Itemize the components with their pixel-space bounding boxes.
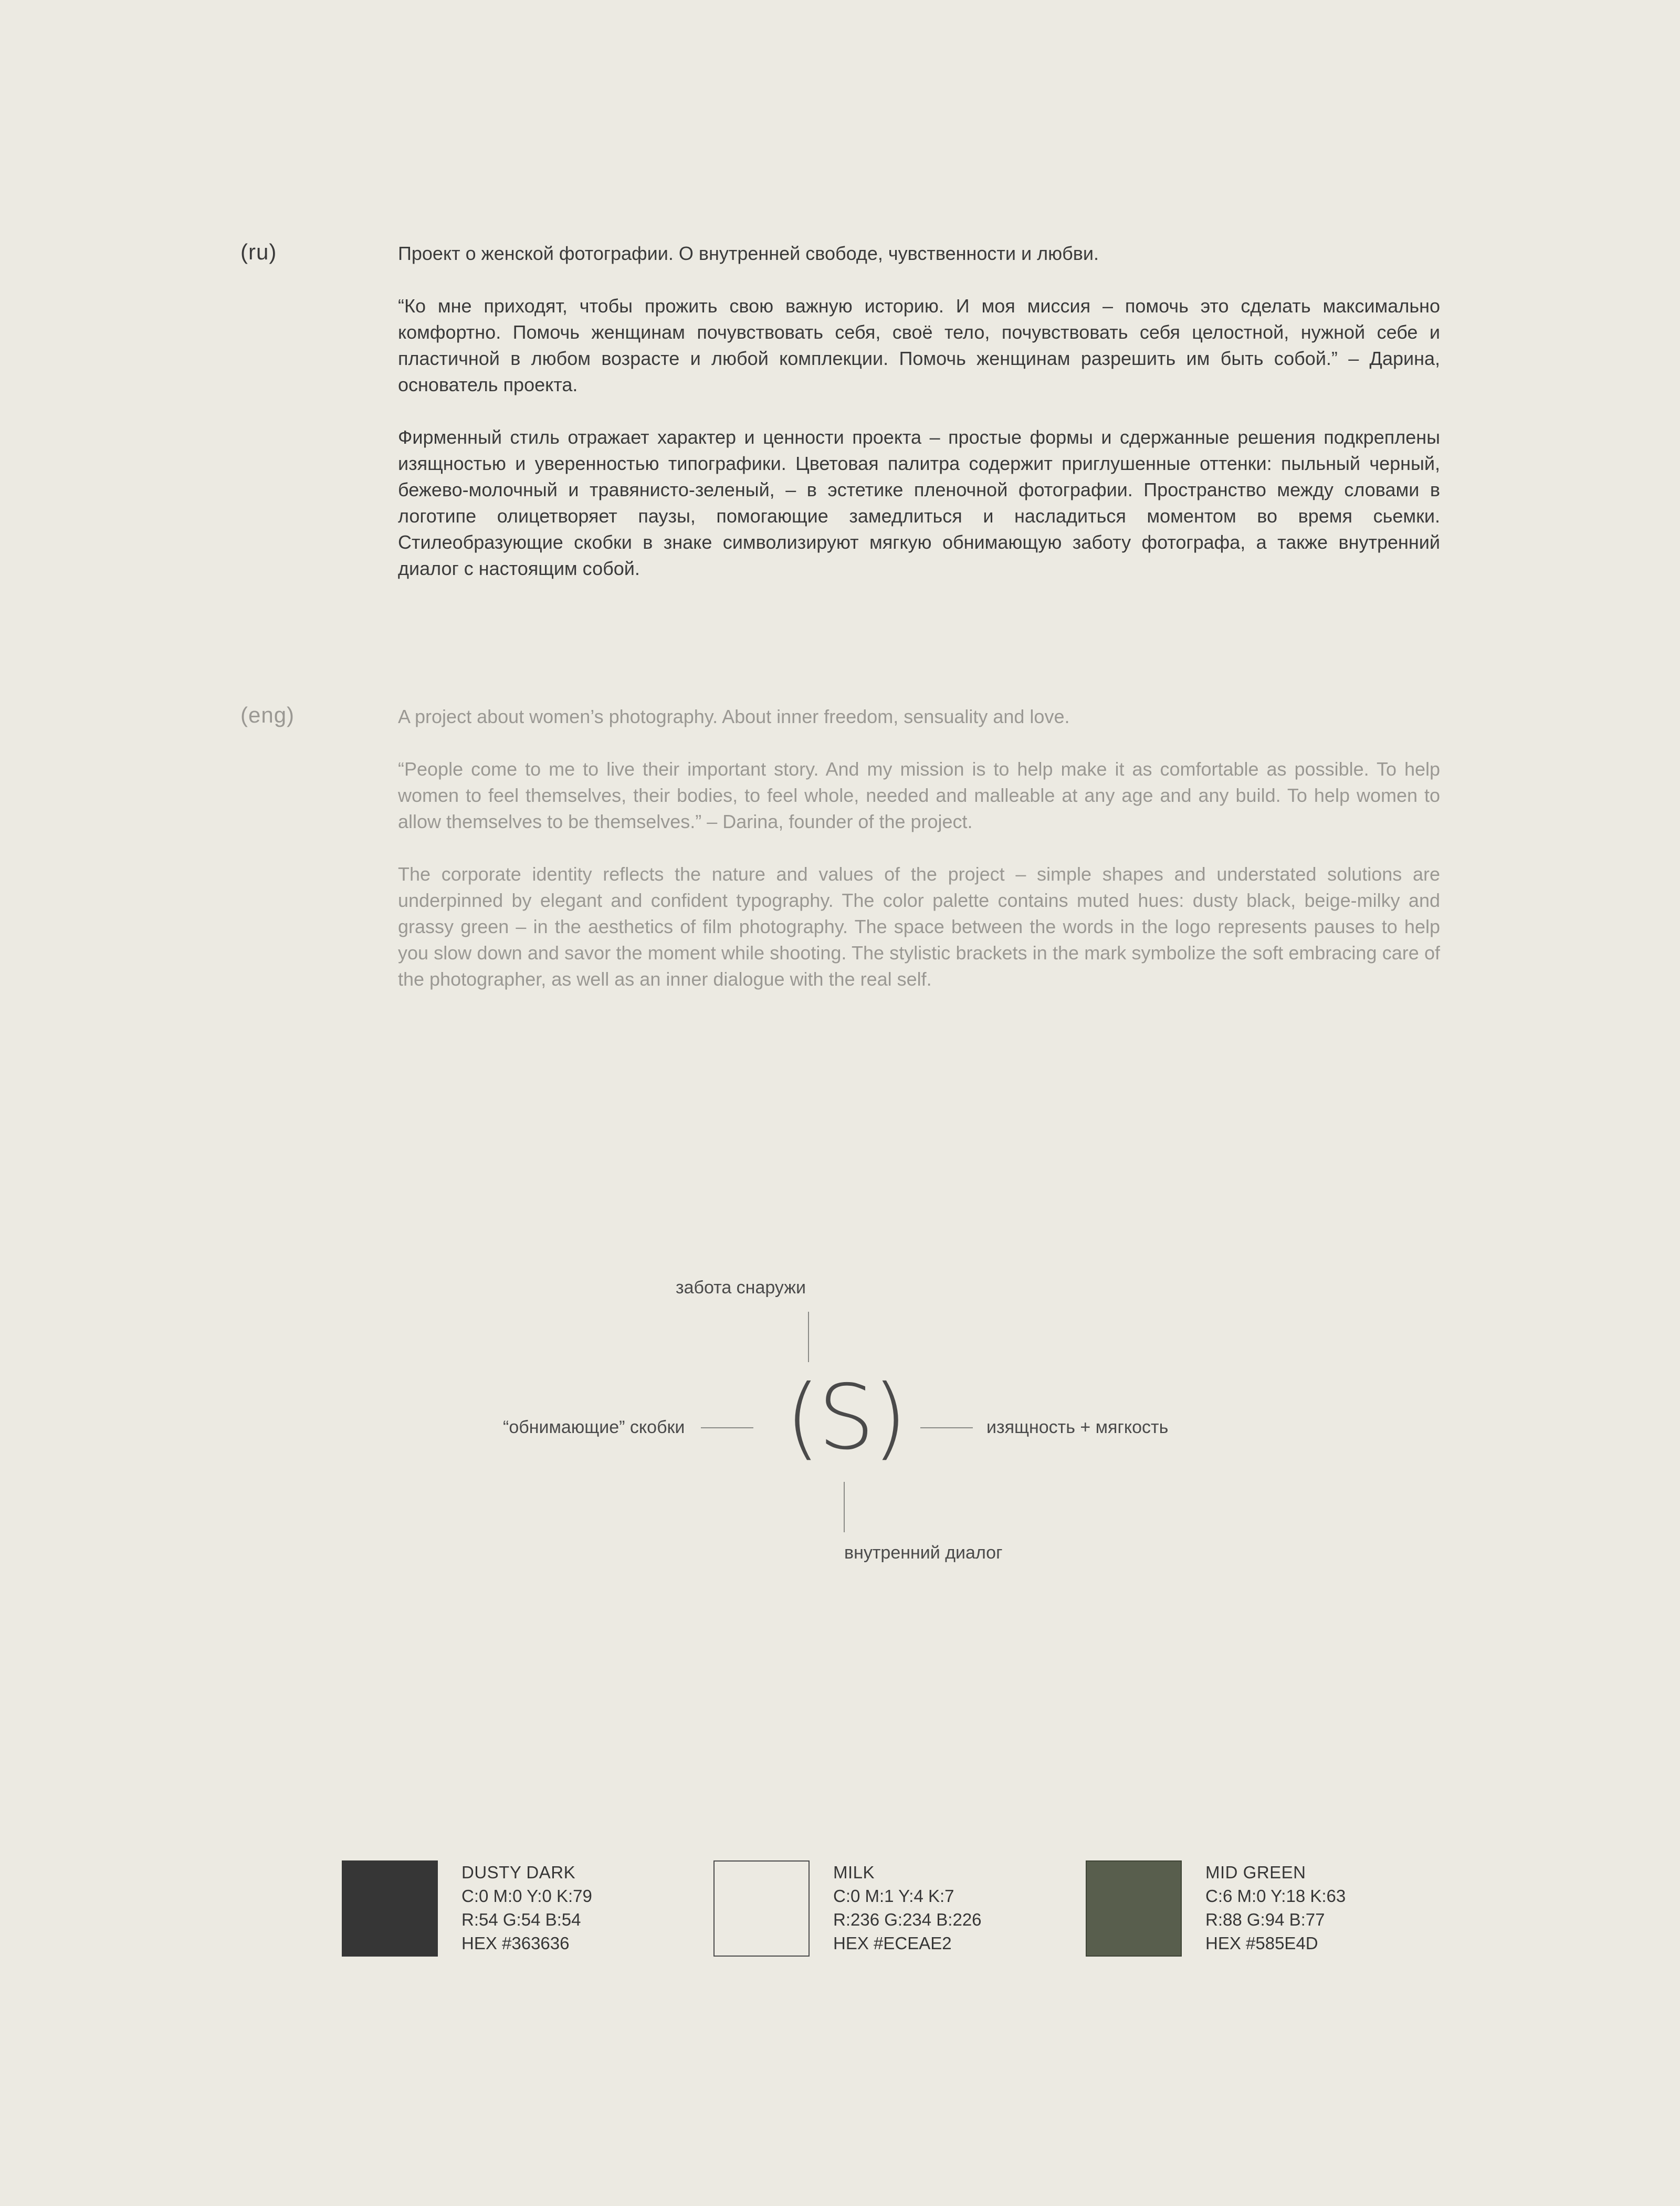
language-label-ru: (ru)	[240, 239, 277, 264]
swatch-hex: HEX #585E4D	[1205, 1933, 1318, 1953]
label-top: забота снаружи	[676, 1278, 806, 1298]
language-label-eng: (eng)	[240, 703, 295, 727]
swatch-hex: HEX #363636	[461, 1933, 570, 1953]
label-right: изящность + мягкость	[986, 1417, 1169, 1437]
swatch-cmyk: C:0 M:0 Y:0 K:79	[461, 1886, 592, 1906]
swatch-name: MID GREEN	[1205, 1863, 1306, 1882]
paragraph-ru-quote: “Ко мне приходят, чтобы прожить свою важную историю. И моя миссия – помочь это сделать максимально комфортно. Помочь женщинам почувствовать себя, своё тело, почувствовать себя целостной, нужной себе и пластичной в любом возрасте и любой комплекции. Помочь женщинам разрешить им быть собой.” – Дарина, основатель проекта.	[398, 295, 1440, 395]
swatch-rgb: R:54 G:54 B:54	[461, 1910, 581, 1929]
swatch-rgb: R:236 G:234 B:226	[833, 1910, 982, 1929]
connector-right	[920, 1427, 973, 1428]
paragraph-ru-intro: Проект о женской фотографии. О внутренней свободе, чувственности и любви.	[398, 243, 1099, 264]
swatch-info-dusty-dark	[461, 1860, 592, 1955]
logo-mark: (S)	[785, 1366, 906, 1470]
swatch-hex: HEX #ECEAE2	[833, 1933, 952, 1953]
label-left: “обнимающие” скобки	[503, 1417, 685, 1437]
swatch-name: DUSTY DARK	[461, 1863, 576, 1882]
swatch-mid-green	[1086, 1860, 1182, 1957]
swatch-dusty-dark	[342, 1860, 438, 1957]
connector-top	[808, 1312, 809, 1362]
paragraph-eng-quote: “People come to me to live their important story. And my mission is to help make it as comfortable as possible. To help women to feel themselves, their bodies, to feel whole, needed and malleable at any age and any build. To help women to allow themselves to be themselves.” – Darina, founder of the project.	[398, 758, 1440, 832]
description-eng	[398, 704, 1440, 1019]
swatch-rgb: R:88 G:94 B:77	[1205, 1910, 1325, 1929]
connector-left	[701, 1427, 753, 1428]
swatch-name: MILK	[833, 1863, 875, 1882]
swatch-cmyk: C:0 M:1 Y:4 K:7	[833, 1886, 954, 1906]
label-bottom: внутренний диалог	[844, 1543, 1003, 1563]
swatch-info-mid-green	[1205, 1860, 1346, 1955]
paragraph-eng-identity: The corporate identity reflects the nature and values of the project – simple shapes and understated solutions are underpinned by elegant and confident typography. The color palette contains muted hues: dusty black, beige-milky and grassy green – in the aesthetics of film photography. The space between the words in the logo represents pauses to help you slow down and savor the moment while shooting. The stylistic brackets in the mark symbolize the soft embracing care of the photographer, as well as an inner dialogue with the real self.	[398, 863, 1440, 990]
swatch-cmyk: C:6 M:0 Y:18 K:63	[1205, 1886, 1346, 1906]
swatch-info-milk	[833, 1860, 982, 1955]
swatch-milk	[713, 1860, 810, 1957]
description-ru	[398, 241, 1440, 608]
connector-bottom	[844, 1482, 845, 1532]
paragraph-eng-intro: A project about women’s photography. About inner freedom, sensuality and love.	[398, 706, 1070, 727]
paragraph-ru-identity: Фирменный стиль отражает характер и ценности проекта – простые формы и сдержанные решения подкреплены изящностью и уверенностью типографики. Цветовая палитра содержит приглушенные оттенки: пыльный черный, бежево-молочный и травянисто-зеленый, – в эстетике пленочной фотографии. Пространство между словами в логотипе олицетворяет паузы, помогающие замедлиться и насладиться моментом во время сьемки. Стилеобразующие скобки в знаке символизируют мягкую обнимающую заботу фотографа, а также внутренний диалог с настоящим собой.	[398, 426, 1440, 579]
